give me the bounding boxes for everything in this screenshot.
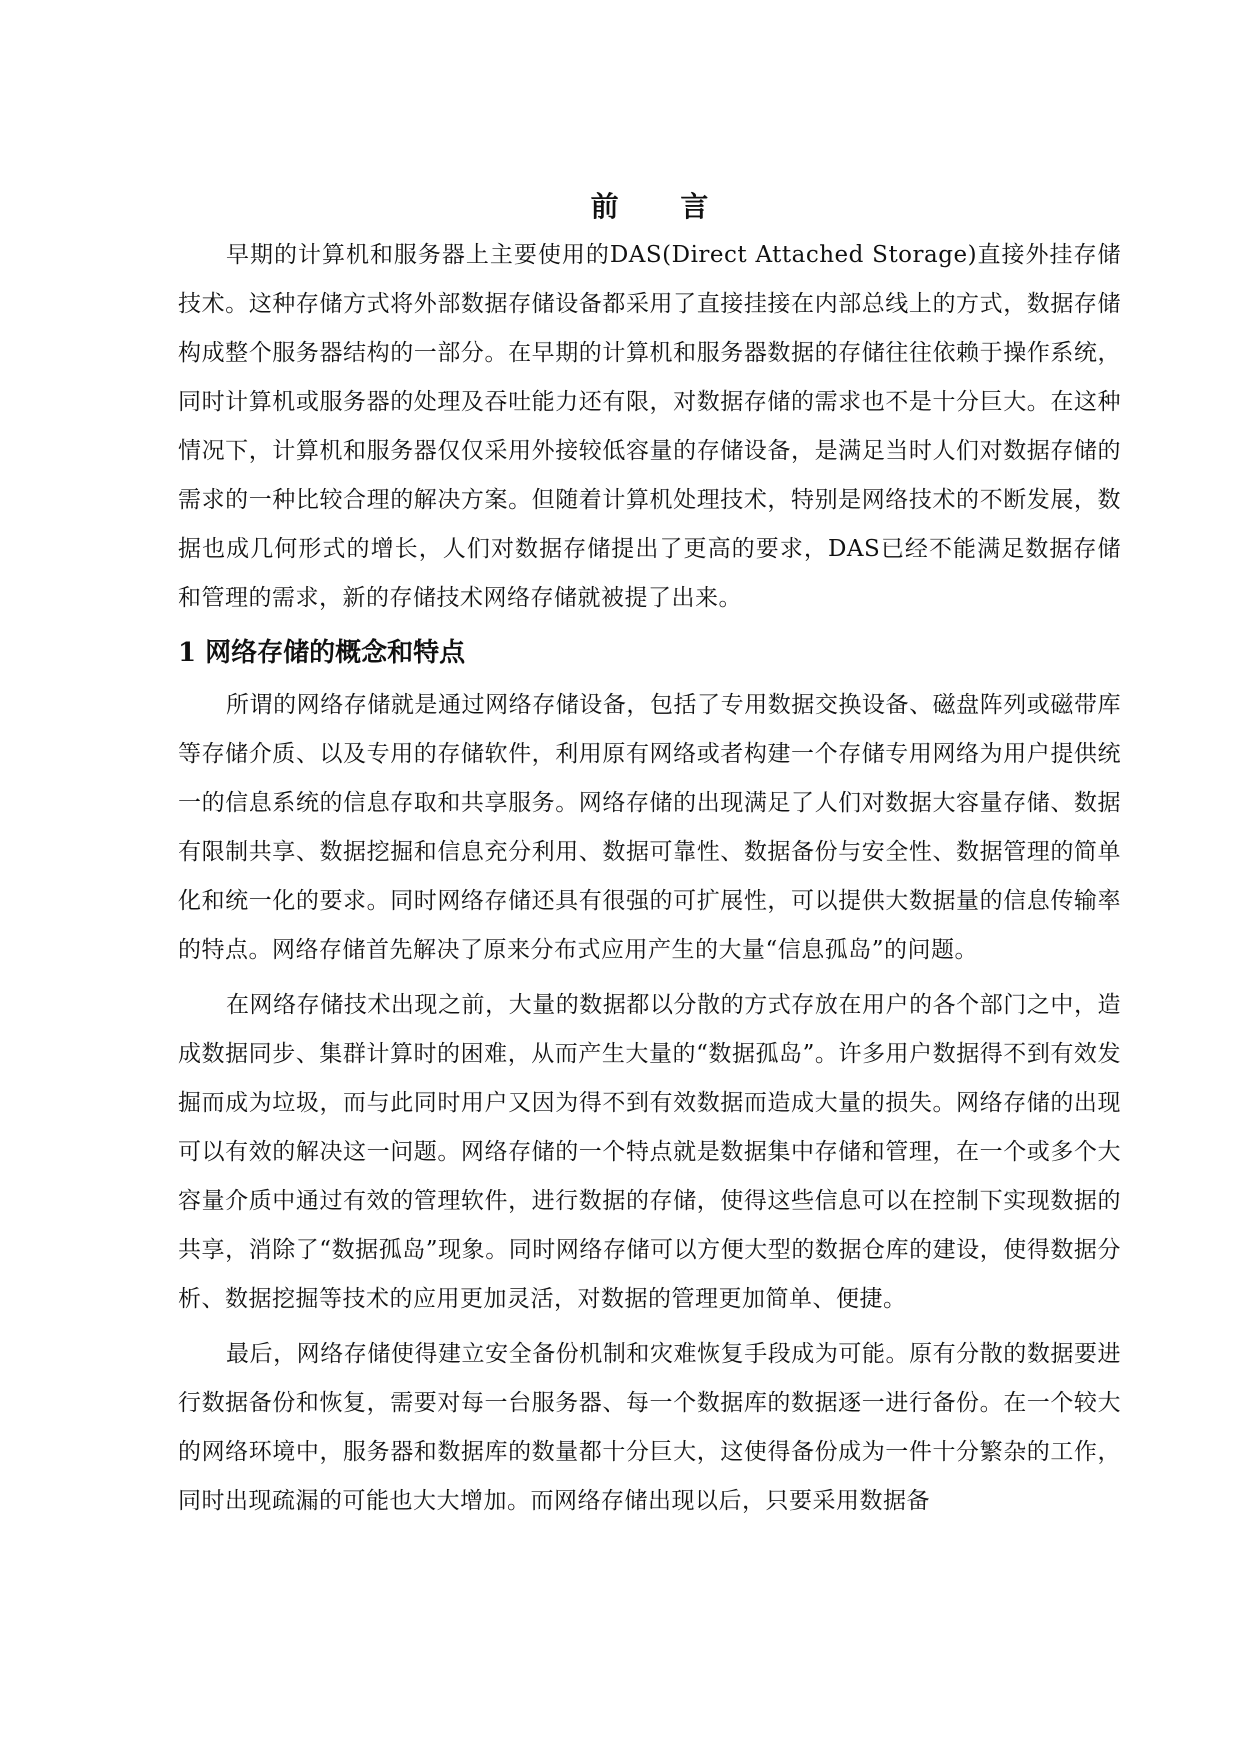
page-title: 前 言 <box>590 190 735 223</box>
section-paragraph-2: 在网络存储技术出现之前，大量的数据都以分散的方式存放在用户的各个部门之中，造成数据同步、集群计算时的困难，从而产生大量的“数据孤岛”。许多用户数据得不到有效发掘而成为垃圾，而与此同时用户又因为得不到有效数据而造成大量的损失。网络存储的出现可以有效的解决这一问题。网络存储的一个特点就是数据集中存储和管理，在一个或多个大容量介质中通过有效的管理软件，进行数据的存储，使得这些信息可以在控制下实现数据的共享，消除了“数据孤岛”现象。同时网络存储可以方便大型的数据仓库的建设，使得数据分析、数据挖掘等技术的应用更加灵活，对数据的管理更加简单、便捷。 <box>178 992 1121 1312</box>
section-heading: 1 网络存储的概念和特点 <box>178 638 466 668</box>
intro-paragraph: 早期的计算机和服务器上主要使用的DAS(Direct Attached Storage)直接外挂存储技术。这种存储方式将外部数据存储设备都采用了直接挂接在内部总线上的方式，数据存储构成整个服务器结构的一部分。在早期的计算机和服务器数据的存储往往依赖于操作系统，同时计算机或服务器的处理及吞吐能力还有限，对数据存储的需求也不是十分巨大。在这种情况下，计算机和服务器仅仅采用外接较低容量的存储设备，是满足当时人们对数据存储的需求的一种比较合理的解决方案。但随着计算机处理技术，特别是网络技术的不断发展，数据也成几何形式的增长，人们对数据存储提出了更高的要求，DAS已经不能满足数据存储和管理的需求，新的存储技术网络存储就被提了出来。 <box>178 242 1121 611</box>
page-body <box>178 185 1121 1526</box>
section-paragraph-3: 最后，网络存储使得建立安全备份机制和灾难恢复手段成为可能。原有分散的数据要进行数据备份和恢复，需要对每一台服务器、每一个数据库的数据逐一进行备份。在一个较大的网络环境中，服务器和数据库的数量都十分巨大，这使得备份成为一件十分繁杂的工作，同时出现疏漏的可能也大大增加。而网络存储出现以后，只要采用数据备 <box>178 1341 1121 1514</box>
section-paragraph-1: 所谓的网络存储就是通过网络存储设备，包括了专用数据交换设备、磁盘阵列或磁带库等存储介质、以及专用的存储软件，利用原有网络或者构建一个存储专用网络为用户提供统一的信息系统的信息存取和共享服务。网络存储的出现满足了人们对数据大容量存储、数据有限制共享、数据挖掘和信息充分利用、数据可靠性、数据备份与安全性、数据管理的简单化和统一化的要求。同时网络存储还具有很强的可扩展性，可以提供大数据量的信息传输率的特点。网络存储首先解决了原来分布式应用产生的大量“信息孤岛”的问题。 <box>178 692 1121 963</box>
